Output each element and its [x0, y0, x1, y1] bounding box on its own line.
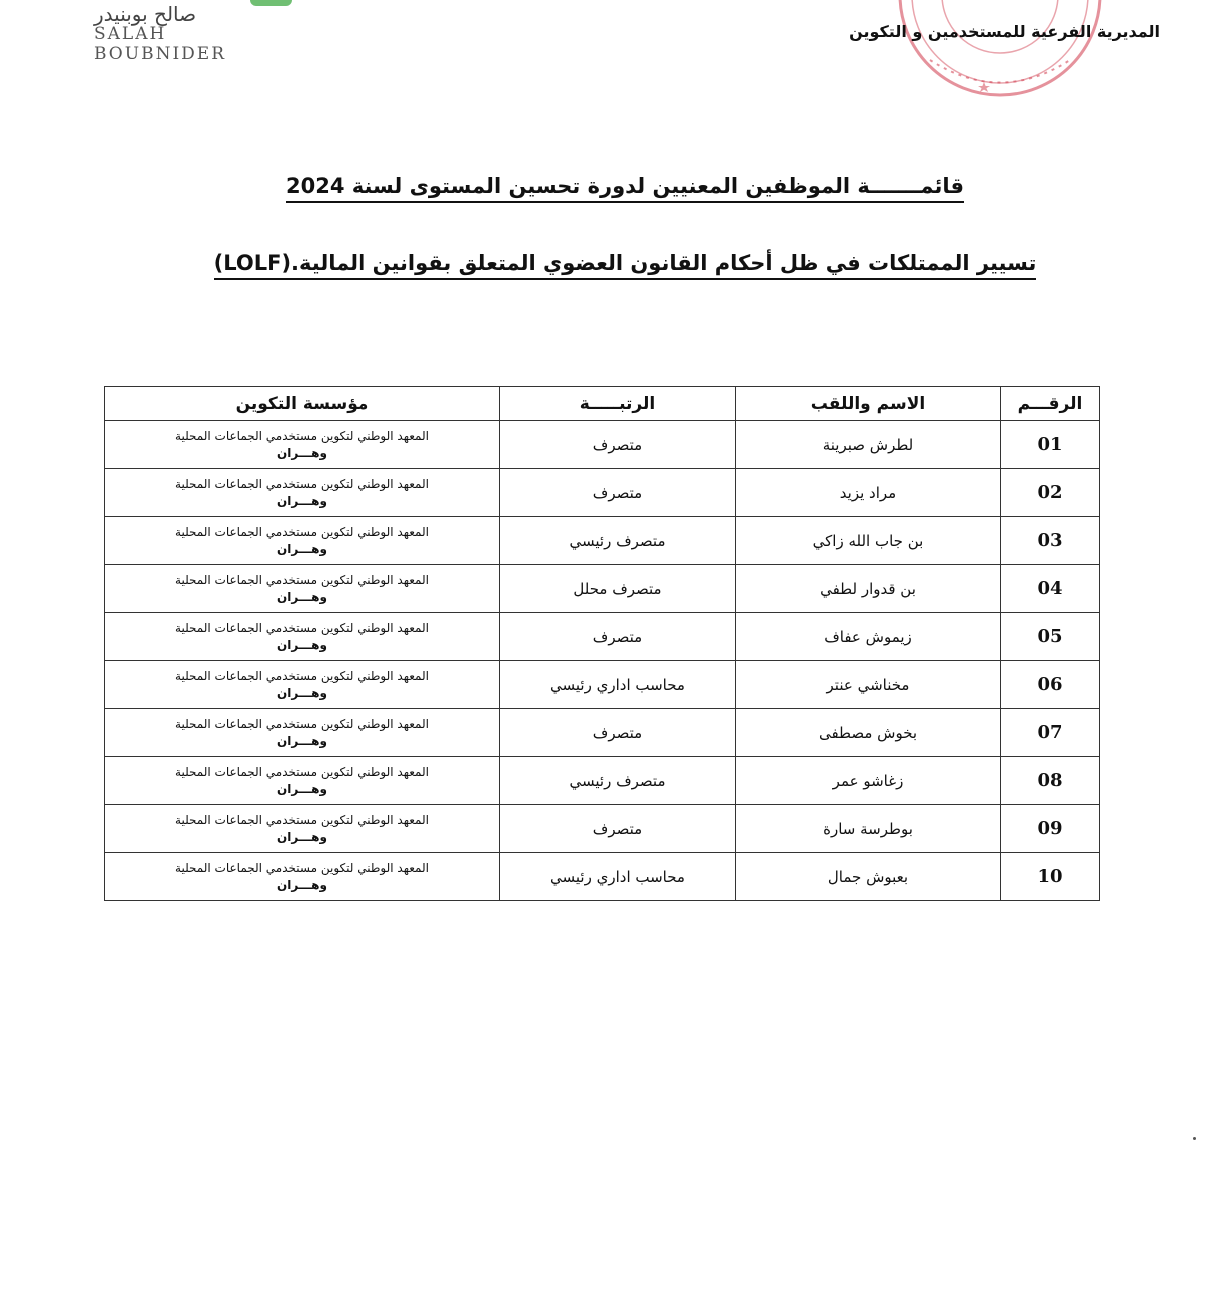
row-name: لطرش صبرينة: [736, 421, 1001, 469]
row-institution: [105, 613, 500, 661]
row-rank: متصرف محلل: [500, 565, 736, 613]
institution-city: وهـــران: [277, 541, 327, 556]
institution-name: المعهد الوطني لتكوين مستخدمي الجماعات المحلية: [175, 620, 429, 635]
row-institution: [105, 805, 500, 853]
row-institution: [105, 517, 500, 565]
institution-name: المعهد الوطني لتكوين مستخدمي الجماعات المحلية: [175, 812, 429, 827]
row-number: 08: [1001, 757, 1100, 805]
row-institution: [105, 565, 500, 613]
institution-city: وهـــران: [277, 781, 327, 796]
document-subtitle: تسيير الممتلكات في ظل أحكام القانون العضوي المتعلق بقوانين المالية.(LOLF): [150, 251, 1100, 275]
row-name: بن جاب الله زاكي: [736, 517, 1001, 565]
row-number: 03: [1001, 517, 1100, 565]
row-number: 06: [1001, 661, 1100, 709]
row-number: 09: [1001, 805, 1100, 853]
header-name: الاسم واللقب: [736, 387, 1001, 421]
institution-name: المعهد الوطني لتكوين مستخدمي الجماعات المحلية: [175, 860, 429, 875]
row-institution: [105, 853, 500, 901]
institution-name: المعهد الوطني لتكوين مستخدمي الجماعات المحلية: [175, 764, 429, 779]
row-rank: متصرف: [500, 805, 736, 853]
institution-city: وهـــران: [277, 589, 327, 604]
row-name: بن قدوار لطفي: [736, 565, 1001, 613]
row-institution: [105, 757, 500, 805]
row-name: بخوش مصطفى: [736, 709, 1001, 757]
header-rank: الرتبـــــة: [500, 387, 736, 421]
institution-city: وهـــران: [277, 637, 327, 652]
table-row: [105, 469, 1100, 517]
university-logo: [90, 0, 290, 64]
institution-city: وهـــران: [277, 445, 327, 460]
institution-city: وهـــران: [277, 829, 327, 844]
row-name: بوطرسة سارة: [736, 805, 1001, 853]
header-num: الرقـــم: [1001, 387, 1100, 421]
row-institution: [105, 469, 500, 517]
row-institution: [105, 709, 500, 757]
table-row: [105, 421, 1100, 469]
institution-city: وهـــران: [277, 685, 327, 700]
row-rank: متصرف رئيسي: [500, 757, 736, 805]
row-number: 02: [1001, 469, 1100, 517]
table-row: [105, 805, 1100, 853]
row-number: 04: [1001, 565, 1100, 613]
table-row: [105, 565, 1100, 613]
institution-name: المعهد الوطني لتكوين مستخدمي الجماعات المحلية: [175, 716, 429, 731]
row-rank: متصرف: [500, 709, 736, 757]
document-title: قائمـــــــة الموظفين المعنيين لدورة تحسين المستوى لسنة 2024: [150, 174, 1100, 198]
row-name: بعبوش جمال: [736, 853, 1001, 901]
institution-name: المعهد الوطني لتكوين مستخدمي الجماعات المحلية: [175, 668, 429, 683]
row-number: 05: [1001, 613, 1100, 661]
row-name: مخناشي عنتر: [736, 661, 1001, 709]
row-rank: متصرف: [500, 613, 736, 661]
table-row: [105, 517, 1100, 565]
row-name: زيموش عفاف: [736, 613, 1001, 661]
institution-name: المعهد الوطني لتكوين مستخدمي الجماعات المحلية: [175, 428, 429, 443]
institution-name: المعهد الوطني لتكوين مستخدمي الجماعات المحلية: [175, 476, 429, 491]
institution-city: وهـــران: [277, 493, 327, 508]
logo-arabic-text: صالح بوبنيدر: [94, 2, 197, 26]
institution-name: المعهد الوطني لتكوين مستخدمي الجماعات المحلية: [175, 524, 429, 539]
institution-city: وهـــران: [277, 877, 327, 892]
row-number: 01: [1001, 421, 1100, 469]
department-header: المديرية الفرعية للمستخدمين و التكوين: [849, 22, 1160, 41]
table-row: [105, 661, 1100, 709]
table-row: [105, 709, 1100, 757]
scan-speck: [1193, 1137, 1196, 1140]
row-number: 07: [1001, 709, 1100, 757]
table-row: [105, 853, 1100, 901]
row-institution: [105, 661, 500, 709]
table-row: [105, 757, 1100, 805]
row-name: زغاشو عمر: [736, 757, 1001, 805]
row-institution: [105, 421, 500, 469]
logo-accent: [250, 0, 292, 6]
row-rank: متصرف: [500, 469, 736, 517]
participants-table: [104, 386, 1100, 901]
row-rank: متصرف: [500, 421, 736, 469]
row-number: 10: [1001, 853, 1100, 901]
table-row: [105, 613, 1100, 661]
row-rank: متصرف رئيسي: [500, 517, 736, 565]
row-rank: محاسب اداري رئيسي: [500, 661, 736, 709]
institution-city: وهـــران: [277, 733, 327, 748]
header-institution: مؤسسة التكوين: [105, 387, 500, 421]
institution-name: المعهد الوطني لتكوين مستخدمي الجماعات المحلية: [175, 572, 429, 587]
logo-latin-text: SALAH BOUBNIDER: [94, 24, 226, 64]
row-rank: محاسب اداري رئيسي: [500, 853, 736, 901]
official-stamp: [860, 0, 1110, 120]
row-name: مراد يزيد: [736, 469, 1001, 517]
table-header-row: [105, 387, 1100, 421]
